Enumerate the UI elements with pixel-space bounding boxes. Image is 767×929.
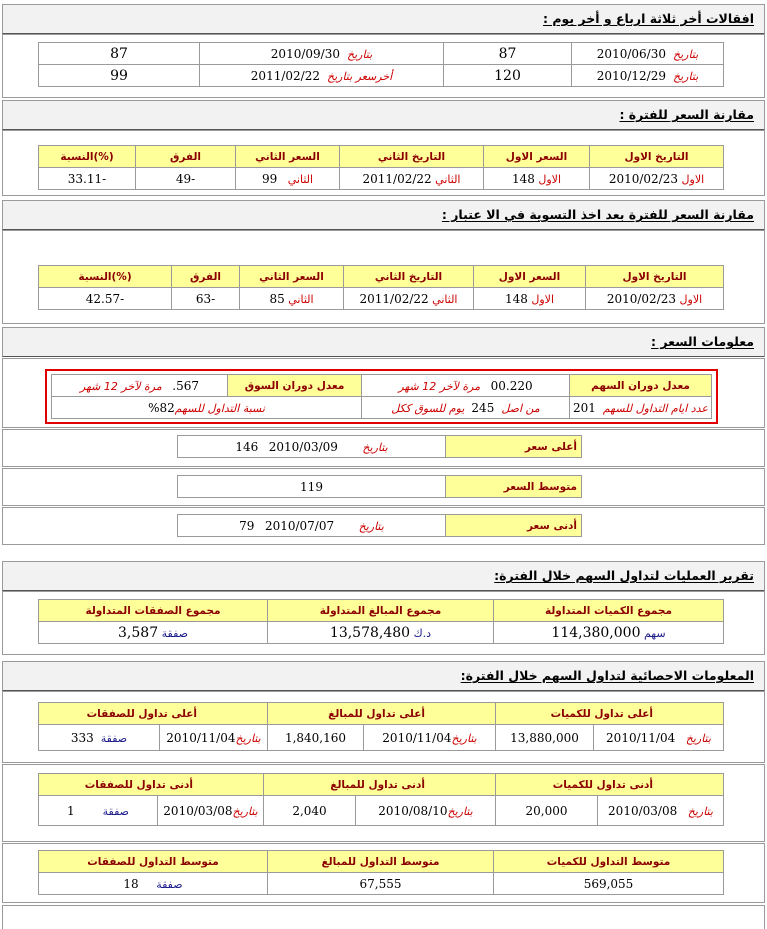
trading-ratio-cell: نسبة التداول للسهم82% xyxy=(52,397,362,419)
cell: الاول 2010/02/23 xyxy=(590,168,724,190)
section-title: مقارنة السعر للفترة : xyxy=(619,107,754,122)
avg-amount-cell: 67,555 xyxy=(268,873,494,895)
section-header-price-comparison xyxy=(2,100,765,130)
table-header-row xyxy=(39,851,724,873)
trading-days-cell: عدد ايام التداول للسهم 201 xyxy=(570,397,712,419)
column-header: التاريخ الاول xyxy=(590,146,724,168)
value-cell: صفقة 1 xyxy=(39,796,158,826)
section-header-price-info xyxy=(2,327,765,357)
table-max-trading xyxy=(38,702,724,751)
table-trading-report xyxy=(38,599,724,644)
table-row xyxy=(39,168,724,190)
table-quarterly-closings xyxy=(38,42,724,87)
table-row xyxy=(39,622,724,644)
section-title: مقارنة السعر للفترة بعد اخذ التسوية في الا عتبار : xyxy=(441,207,754,222)
date-cell: بتاريخ2010/03/08 xyxy=(158,796,264,826)
column-header: (%)النسبة xyxy=(39,146,136,168)
table-header-row xyxy=(39,146,724,168)
date-cell: بتاريخ 2010/06/30 xyxy=(572,43,724,65)
section-header-trading-report xyxy=(2,561,765,591)
column-header: أعلى تداول للكميات xyxy=(496,703,724,725)
column-header: التاريخ الثاني xyxy=(340,146,484,168)
value-cell: صفقة 333 xyxy=(39,725,160,751)
date-cell: بتاريخ 2010/12/29 xyxy=(572,65,724,87)
table-row xyxy=(39,65,724,87)
cell: الثاني 2011/02/22 xyxy=(340,168,484,190)
section-header-adjusted-comparison xyxy=(2,200,765,230)
column-header: الفرق xyxy=(172,266,240,288)
avg-price-label: متوسط السعر xyxy=(446,476,582,498)
market-days-cell: من اصل 245 يوم للسوق ككل xyxy=(362,397,570,419)
column-header: متوسط التداول للصفقات xyxy=(39,851,268,873)
table-adjusted-comparison xyxy=(38,265,724,310)
table-avg-trading xyxy=(38,850,724,895)
table-row xyxy=(39,796,724,826)
value-cell: 2,040 xyxy=(264,796,356,826)
column-header: مجموع المبالغ المتداولة xyxy=(268,600,494,622)
section-title: المعلومات الاحصائية لتداول السهم خلال الفترة: xyxy=(460,668,754,683)
table-header-row xyxy=(39,600,724,622)
column-header: أدنى تداول للصفقات xyxy=(39,774,264,796)
value-cell: 99 xyxy=(39,65,200,87)
column-header: التاريخ الاول xyxy=(586,266,724,288)
column-header: أعلى تداول للمبالغ xyxy=(268,703,496,725)
table-header-row xyxy=(39,703,724,725)
table-row xyxy=(39,43,724,65)
turnover-market-value: 567. مرة لآخر 12 شهر xyxy=(52,375,228,397)
table-row xyxy=(178,476,582,498)
turnover-market-label: معدل دوران السوق xyxy=(228,375,362,397)
table-min-trading xyxy=(38,773,724,826)
date-cell: بتاريخ2010/08/10 xyxy=(356,796,496,826)
cell: -49 xyxy=(136,168,236,190)
table-row xyxy=(39,725,724,751)
value-cell: 87 xyxy=(39,43,200,65)
value-cell: 87 xyxy=(444,43,572,65)
section-title: معلومات السعر : xyxy=(651,334,754,349)
column-header: متوسط التداول للمبالغ xyxy=(268,851,494,873)
cell: -33.11 xyxy=(39,168,136,190)
column-header: أعلى تداول للصفقات xyxy=(39,703,268,725)
table-avg-price xyxy=(177,475,582,498)
cell: الاول 148 xyxy=(474,288,586,310)
table-header-row xyxy=(39,266,724,288)
table-low-price xyxy=(177,514,582,537)
column-header: مجموع الكميات المتداولة xyxy=(494,600,724,622)
date-cell: أخرسعر بتاريخ 2011/02/22 xyxy=(200,65,444,87)
total-amount-cell: د.ك 13,578,480 xyxy=(268,622,494,644)
cell: -42.57 xyxy=(39,288,172,310)
column-header: أدنى تداول للكميات xyxy=(496,774,724,796)
date-cell: بتاريخ2010/11/04 xyxy=(160,725,268,751)
column-header: مجموع الصفقات المتداولة xyxy=(39,600,268,622)
column-header: أدنى تداول للمبالغ xyxy=(264,774,496,796)
table-row xyxy=(52,397,712,419)
turnover-stock-value: 00.220 مرة لآخر 12 شهر xyxy=(362,375,570,397)
date-cell: بتاريخ 2010/09/30 xyxy=(200,43,444,65)
column-header: السعر الثاني xyxy=(240,266,344,288)
table-row xyxy=(39,873,724,895)
table-turnover xyxy=(51,374,712,419)
column-header: متوسط التداول للكميات xyxy=(494,851,724,873)
avg-quantity-cell: 569,055 xyxy=(494,873,724,895)
section-title: افقالات أخر ثلاثة ارباع و أخر يوم : xyxy=(543,11,754,26)
date-cell: بتاريخ 2010/03/08 xyxy=(598,796,724,826)
column-header: التاريخ الثاني xyxy=(344,266,474,288)
avg-price-value: 119 xyxy=(178,476,446,498)
table-price-comparison xyxy=(38,145,724,190)
value-cell: 1,840,160 xyxy=(268,725,364,751)
cell: الثاني 2011/02/22 xyxy=(344,288,474,310)
table-row xyxy=(39,288,724,310)
cell: الاول 2010/02/23 xyxy=(586,288,724,310)
table-row xyxy=(178,436,582,458)
high-price-value: بتاريخ 2010/03/09 146 xyxy=(178,436,446,458)
value-cell: 20,000 xyxy=(496,796,598,826)
cell: الثاني 85 xyxy=(240,288,344,310)
section-header-statistics xyxy=(2,661,765,691)
table-row xyxy=(52,375,712,397)
avg-deals-cell: صفقة 18 xyxy=(39,873,268,895)
turnover-stock-label: معدل دوران السهم xyxy=(570,375,712,397)
column-header: السعر الاول xyxy=(474,266,586,288)
column-header: السعر الثاني xyxy=(236,146,340,168)
total-quantity-cell: سهم 114,380,000 xyxy=(494,622,724,644)
cell: الاول 148 xyxy=(484,168,590,190)
section-header-quarterly-closings xyxy=(2,4,765,34)
low-price-label: أدنى سعر xyxy=(446,515,582,537)
total-deals-cell: صفقة 3,587 xyxy=(39,622,268,644)
column-header: السعر الاول xyxy=(484,146,590,168)
high-price-label: أعلى سعر xyxy=(446,436,582,458)
table-header-row xyxy=(39,774,724,796)
low-price-value: بتاريخ 2010/07/07 79 xyxy=(178,515,446,537)
panel-footer xyxy=(2,905,765,929)
value-cell: 120 xyxy=(444,65,572,87)
cell: الثاني 99 xyxy=(236,168,340,190)
value-cell: 13,880,000 xyxy=(496,725,594,751)
table-high-price xyxy=(177,435,582,458)
column-header: الفرق xyxy=(136,146,236,168)
column-header: (%)النسبة xyxy=(39,266,172,288)
table-row xyxy=(178,515,582,537)
date-cell: بتاريخ2010/11/04 xyxy=(364,725,496,751)
date-cell: بتاريخ 2010/11/04 xyxy=(594,725,724,751)
section-title: تقرير العمليات لتداول السهم خلال الفترة: xyxy=(494,568,754,583)
cell: -63 xyxy=(172,288,240,310)
